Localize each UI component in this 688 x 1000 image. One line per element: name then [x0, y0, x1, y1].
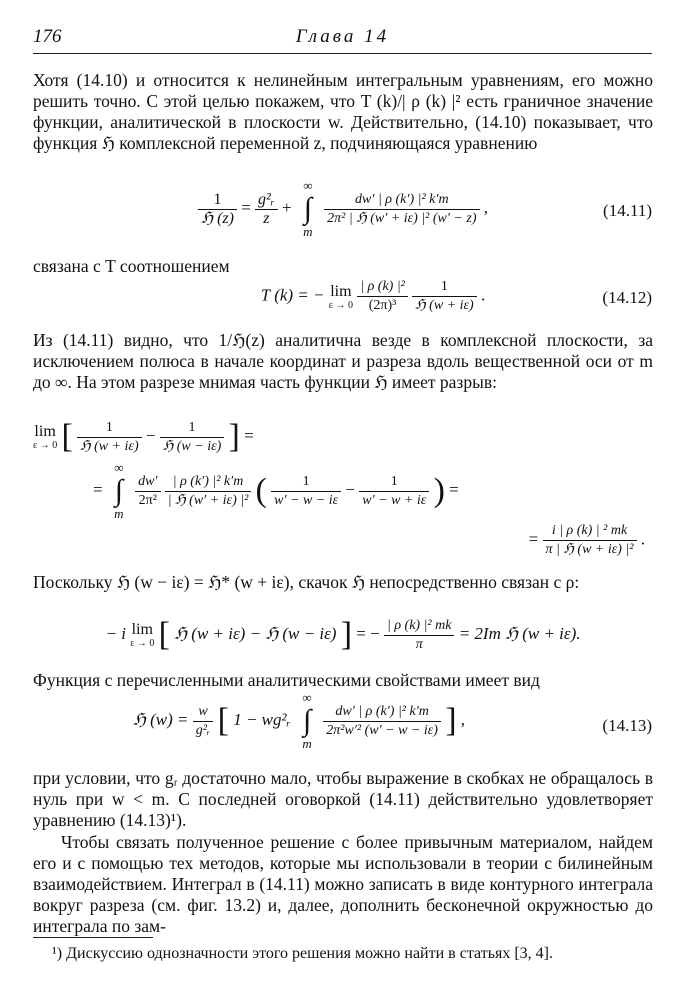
- jump-equation-line-3: = $\frac{\text{i | ρ (k) | ² mk}}{\text{π | ℌ (w + iε) |²}}$ .: [528, 523, 645, 557]
- equation-14-12: T (k) = − lim ε → 0 $\frac{\text{| ρ (k) |²}}{\text{(2π)³}}$ $\frac{1}{\text{ℌ (w + iε)}}$ .: [260, 279, 486, 313]
- limit-operator: lim ε → 0: [130, 621, 155, 649]
- equation-14-13: ℌ (w) = $\frac{w}{\text{g²ᵣ}}$ [ 1 − wg²ᵣ ∞ ∫ m $\frac{\text{dw′ | ρ (k′) |² k′m}}{\text{2π²w′² (w′ − w − iε)}}$ ] ,: [133, 690, 466, 751]
- eq1412-fraction-1: $\frac{\text{| ρ (k) |²}}{\text{(2π)³}}$: [357, 278, 408, 315]
- jump-result-fraction: $\frac{\text{i | ρ (k) | ² mk}}{\text{π | ℌ (w + iε) |²}}$: [543, 522, 637, 559]
- jump-c-fraction: $\frac{1}{w' - w - i\varepsilon}$: [271, 473, 341, 510]
- integral-sign: ∞ ∫ m: [114, 460, 124, 521]
- footnote: ¹) Дискуссию однозначности этого решения можно найти в статьях [3, 4].: [52, 945, 553, 962]
- paragraph-3: Из (14.11) видно, что 1/ℌ(z) аналитична везде в комплексной плоскости, за исключением полюса в начале координат и разреза вдоль вещественной оси от m до ∞. На этом разрезе мнимая часть функции ℌ имеет разрыв:: [33, 330, 653, 392]
- limit-operator: lim ε → 0: [328, 282, 353, 311]
- jump-fraction-2: $\frac{1}{\text{ℌ (w − iε)}}$: [160, 419, 225, 456]
- eq1411-g-fraction: $\frac{\text{g²ᵣ}}{z}$: [255, 191, 278, 228]
- paragraph-2: связана с T соотношением: [33, 256, 230, 276]
- equation-label-14-12: (14.12): [602, 288, 652, 307]
- rho-fraction: $\frac{\text{| ρ (k) |² mk}}{\pi}$: [384, 617, 454, 654]
- header-rule: [33, 53, 652, 54]
- limit-operator: lim ε → 0: [33, 423, 58, 451]
- eq1413-integrand: $\frac{\text{dw′ | ρ (k′) |² k′m}}{\text{2π²w′² (w′ − w − iε)}}$: [323, 703, 441, 740]
- page-number: 176: [33, 26, 62, 47]
- eq1412-fraction-2: $\frac{1}{\text{ℌ (w + iε)}}$: [412, 278, 477, 315]
- equation-label-14-11: (14.11): [603, 201, 652, 220]
- jump-fraction-1: $\frac{1}{\text{ℌ (w + iε)}}$: [77, 419, 142, 456]
- jump-equation-line-1: lim ε → 0 [ $\frac{1}{\text{ℌ (w + iε)}}$ − $\frac{1}{\text{ℌ (w − iε)}}$ ] =: [33, 418, 254, 455]
- footnote-rule: [33, 937, 153, 938]
- equation-14-11: $\frac{1}{\text{ℌ (z)}}$ = $\frac{\text{g²ᵣ}}{z}$ + ∞ ∫ m $\frac{\text{dw′ | ρ (k′) |² k′m}}{\text{2π² | ℌ (w′ + iε) |² (w′ − z)}}$ ,: [33, 180, 653, 244]
- paragraph-1: Хотя (14.10) и относится к нелинейным интегральным уравнениям, его можно решить точно. С этой целью покажем, что T (k)/| ρ (k) |² есть граничное значение функции, аналитической в плоскости w. Действительно, (14.10) показывает, что функция ℌ комплексной переменной z, подчиняющаяся уравнению: [33, 70, 653, 153]
- eq1413-w-fraction: $\frac{w}{\text{g²ᵣ}}$: [193, 703, 214, 740]
- paragraph-4: Поскольку ℌ (w − iε) = ℌ* (w + iε), скачок ℌ непосредственно связан с ρ:: [33, 572, 580, 592]
- paragraph-6: при условии, что gᵣ достаточно мало, чтобы выражение в скобках не обращалось в нуль при w < m. С последней оговоркой (14.11) действительно удовлетворяет уравнению (14.13)¹).: [33, 768, 653, 830]
- discontinuity-equation: − i lim ε → 0 [ ℌ (w + iε) − ℌ (w − iε) ] = − $\frac{\text{| ρ (k) |² mk}}{\pi}$ = 2Im ℌ (w + iε).: [105, 616, 581, 653]
- eq1411-lhs-fraction: $\frac{1}{\text{ℌ (z)}}$: [198, 191, 237, 228]
- page-header: [33, 26, 652, 48]
- integral-sign: ∞ ∫ m: [303, 178, 313, 239]
- jump-dw-fraction: $\frac{dw'}{\text{2π²}}$: [135, 473, 160, 510]
- chapter-title: Глава 14: [295, 26, 390, 47]
- jump-e-fraction: $\frac{1}{w' - w + i\varepsilon}$: [359, 473, 429, 510]
- paragraph-7: Чтобы связать полученное решение с более привычным материалом, найдем его и с помощью тех методов, которые мы использовали в теории с билинейным взаимодействием. Интеграл в (14.11) можно записать в виде контурного интеграла вокруг разреза (см. фиг. 13.2) и, далее, дополнить бесконечной окружностью до интеграла по зам-: [33, 832, 653, 936]
- paragraph-5: Функция с перечисленными аналитическими свойствами имеет вид: [33, 670, 540, 690]
- jump-equation-line-2: = ∞ ∫ m $\frac{dw'}{\text{2π²}}$ $\frac{\text{| ρ (k′) |² k′m}}{\text{| ℌ (w′ + iε) |²}}$ ( $\frac{1}{w' - w - i\varepsilon}$ − $\frac{1}{w' - w + i\varepsilon}$ ) =: [93, 460, 459, 521]
- equation-label-14-13: (14.13): [602, 716, 652, 735]
- eq1411-integrand: $\frac{\text{dw′ | ρ (k′) |² k′m}}{\text{2π² | ℌ (w′ + iε) |² (w′ − z)}}$: [324, 191, 479, 228]
- integral-sign: ∞ ∫ m: [302, 690, 312, 751]
- jump-rho-fraction: $\frac{\text{| ρ (k′) |² k′m}}{\text{| ℌ (w′ + iε) |²}}$: [165, 473, 252, 510]
